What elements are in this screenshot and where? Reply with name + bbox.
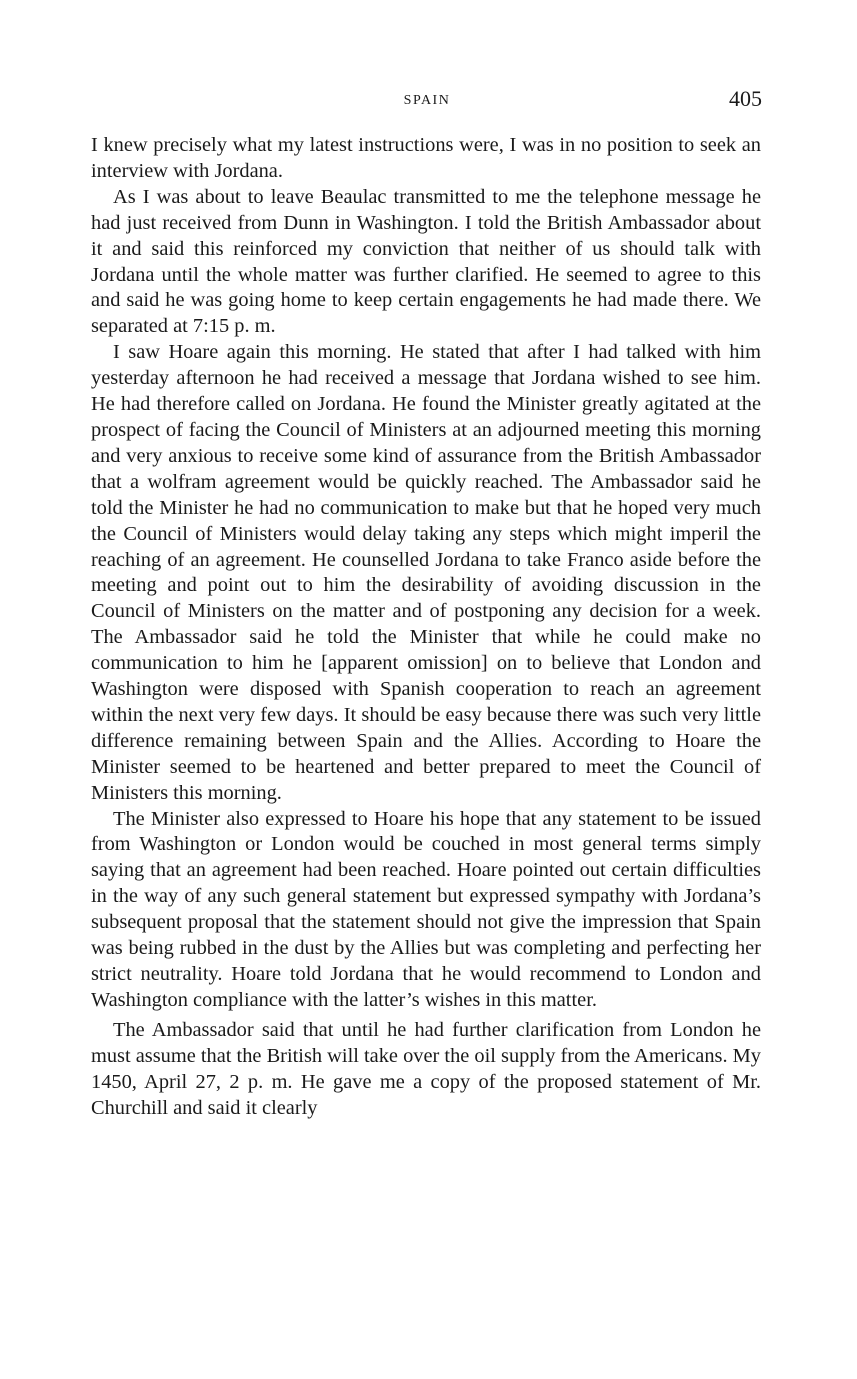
- page-number: 405: [729, 86, 762, 111]
- paragraph: The Minister also expressed to Hoare his hope that any statement to be issued from Washington or London would be couched in most general terms simply saying that an agreement had been reached. Hoare pointed out certain difficulties in the way of any such general statement but expressed sympathy with Jordana’s subsequent proposal that the statement should not give the impression that Spain was being rubbed in the dust by the Allies but was completing and perfecting her strict neutrality. Hoare told Jordana that he would recommend to London and Washington compliance with the latter’s wishes in this matter.: [91, 807, 761, 1011]
- page-header: [92, 86, 762, 116]
- paragraph: The Ambassador said that until he had further clarification from London he must assume that the British will take over the oil supply from the Americans. My 1450, April 27, 2 p. m. He gave me a copy of the proposed statement of Mr. Churchill and said it clearly: [91, 1018, 761, 1119]
- body-text: [91, 133, 761, 1121]
- paragraph: I saw Hoare again this morning. He stated that after I had talked with him yesterday afternoon he had received a message that Jordana wished to see him. He had therefore called on Jordana. He found the Minister greatly agitated at the prospect of facing the Council of Ministers at an adjourned meeting this morning and very anxious to receive some kind of assurance from the British Ambassador that a wolfram agreement would be quickly reached. The Ambassador said he told the Minister he had no communication to make but that he hoped very much the Council of Ministers would delay taking any steps which might imperil the reaching of an agreement. He counselled Jordana to take Franco aside before the meeting and point out to him the desirability of avoiding discussion in the Council of Ministers on the matter and of postponing any decision for a week. The Ambassador said he told the Minister that while he could make no communication to him he [apparent omission] on to believe that London and Washington were disposed with Spanish cooperation to reach an agreement within the next very few days. It should be easy because there was such very little difference remaining between Spain and the Allies. According to Hoare the Minister seemed to be heartened and better prepared to meet the Council of Ministers this morning.: [91, 341, 761, 804]
- paragraph: As I was about to leave Beaulac transmitted to me the telephone message he had just received from Dunn in Washington. I told the British Ambassador about it and said this reinforced my conviction that neither of us should talk with Jordana until the whole matter was further clarified. He seemed to agree to this and said he was going home to keep certain engagements he had made there. We separated at 7:15 p. m.: [91, 185, 761, 338]
- running-head: SPAIN: [403, 93, 451, 108]
- paragraph-continued: I knew precisely what my latest instructions were, I was in no position to seek an interview with Jordana.: [91, 134, 761, 182]
